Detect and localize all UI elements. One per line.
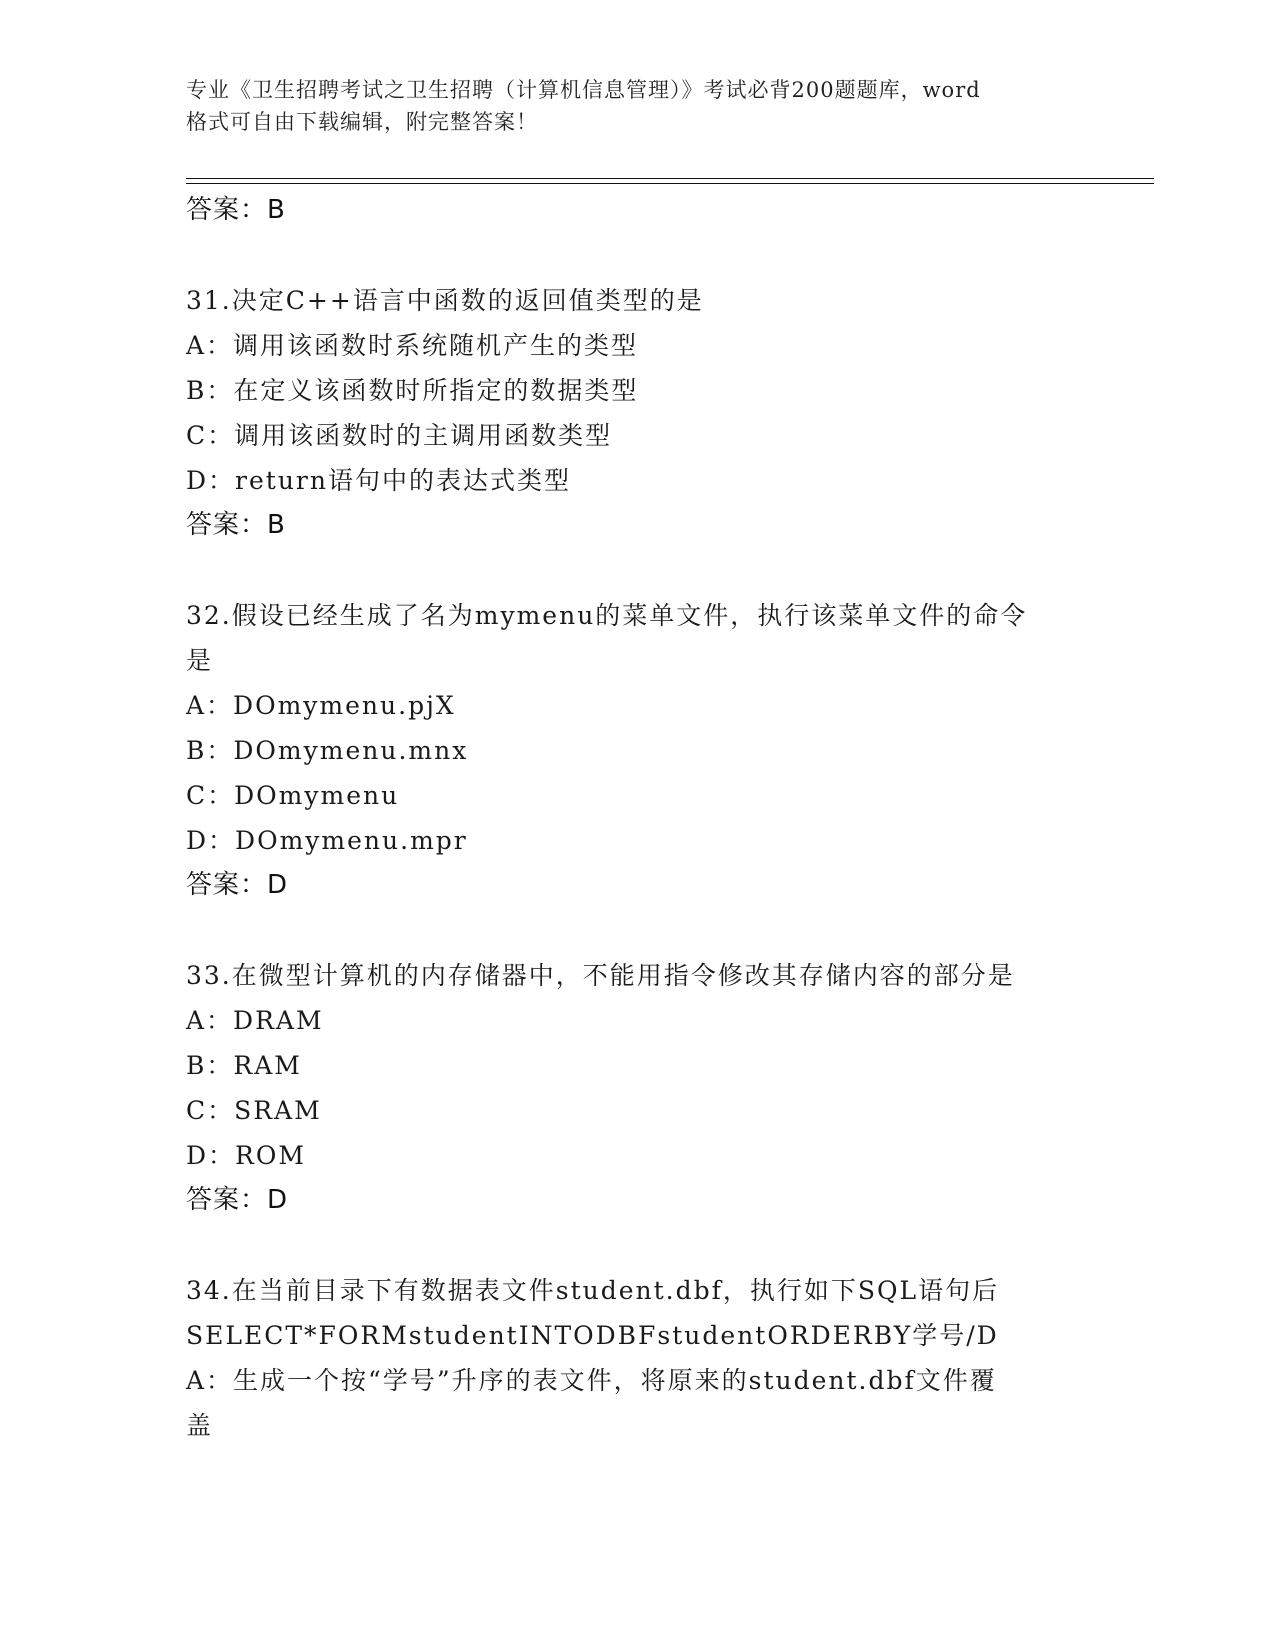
question-stem-continued: 是 <box>186 646 214 675</box>
option-a-continued: 盖 <box>186 1411 214 1440</box>
header-line-2: 格式可自由下载编辑，附完整答案！ <box>186 110 538 134</box>
question-stem: 34.在当前目录下有数据表文件student.dbf，执行如下SQL语句后 <box>186 1276 1000 1305</box>
option-c: C：调用该函数时的主调用函数类型 <box>186 421 613 450</box>
header-divider-top <box>186 178 1154 179</box>
option-a: A：DRAM <box>186 1006 324 1035</box>
option-a: A：生成一个按“学号”升序的表文件，将原来的student.dbf文件覆 <box>186 1366 997 1395</box>
question-31 <box>186 278 1086 548</box>
question-stem: 33.在微型计算机的内存储器中，不能用指令修改其存储内容的部分是 <box>186 961 1015 990</box>
header-line-1: 专业《卫生招聘考试之卫生招聘（计算机信息管理）》考试必背200题题库，word <box>186 78 981 102</box>
option-b: B：DOmymenu.mnx <box>186 736 469 765</box>
option-b: B：RAM <box>186 1051 302 1080</box>
question-stem-continued: SELECT*FORMstudentINTODBFstudentORDERBY学号/D <box>186 1321 999 1350</box>
option-d: D：ROM <box>186 1141 306 1170</box>
question-stem: 32.假设已经生成了名为mymenu的菜单文件，执行该菜单文件的命令 <box>186 601 1028 630</box>
document-body <box>186 188 1086 1448</box>
option-a: A：调用该函数时系统随机产生的类型 <box>186 331 639 360</box>
question-stem: 31.决定C++语言中函数的返回值类型的是 <box>186 286 704 315</box>
option-d: D：DOmymenu.mpr <box>186 826 468 855</box>
option-d: D：return语句中的表达式类型 <box>186 466 571 495</box>
question-34 <box>186 1268 1086 1448</box>
option-a: A：DOmymenu.pjX <box>186 691 456 720</box>
document-header <box>186 74 1086 138</box>
question-32 <box>186 593 1086 908</box>
previous-answer: 答案：B <box>186 195 286 225</box>
answer: 答案：D <box>186 1185 289 1215</box>
option-c: C：SRAM <box>186 1096 322 1125</box>
answer: 答案：B <box>186 510 286 540</box>
answer: 答案：D <box>186 870 289 900</box>
header-divider-bottom <box>186 183 1154 184</box>
option-c: C：DOmymenu <box>186 781 400 810</box>
option-b: B：在定义该函数时所指定的数据类型 <box>186 376 639 405</box>
question-33 <box>186 953 1086 1223</box>
